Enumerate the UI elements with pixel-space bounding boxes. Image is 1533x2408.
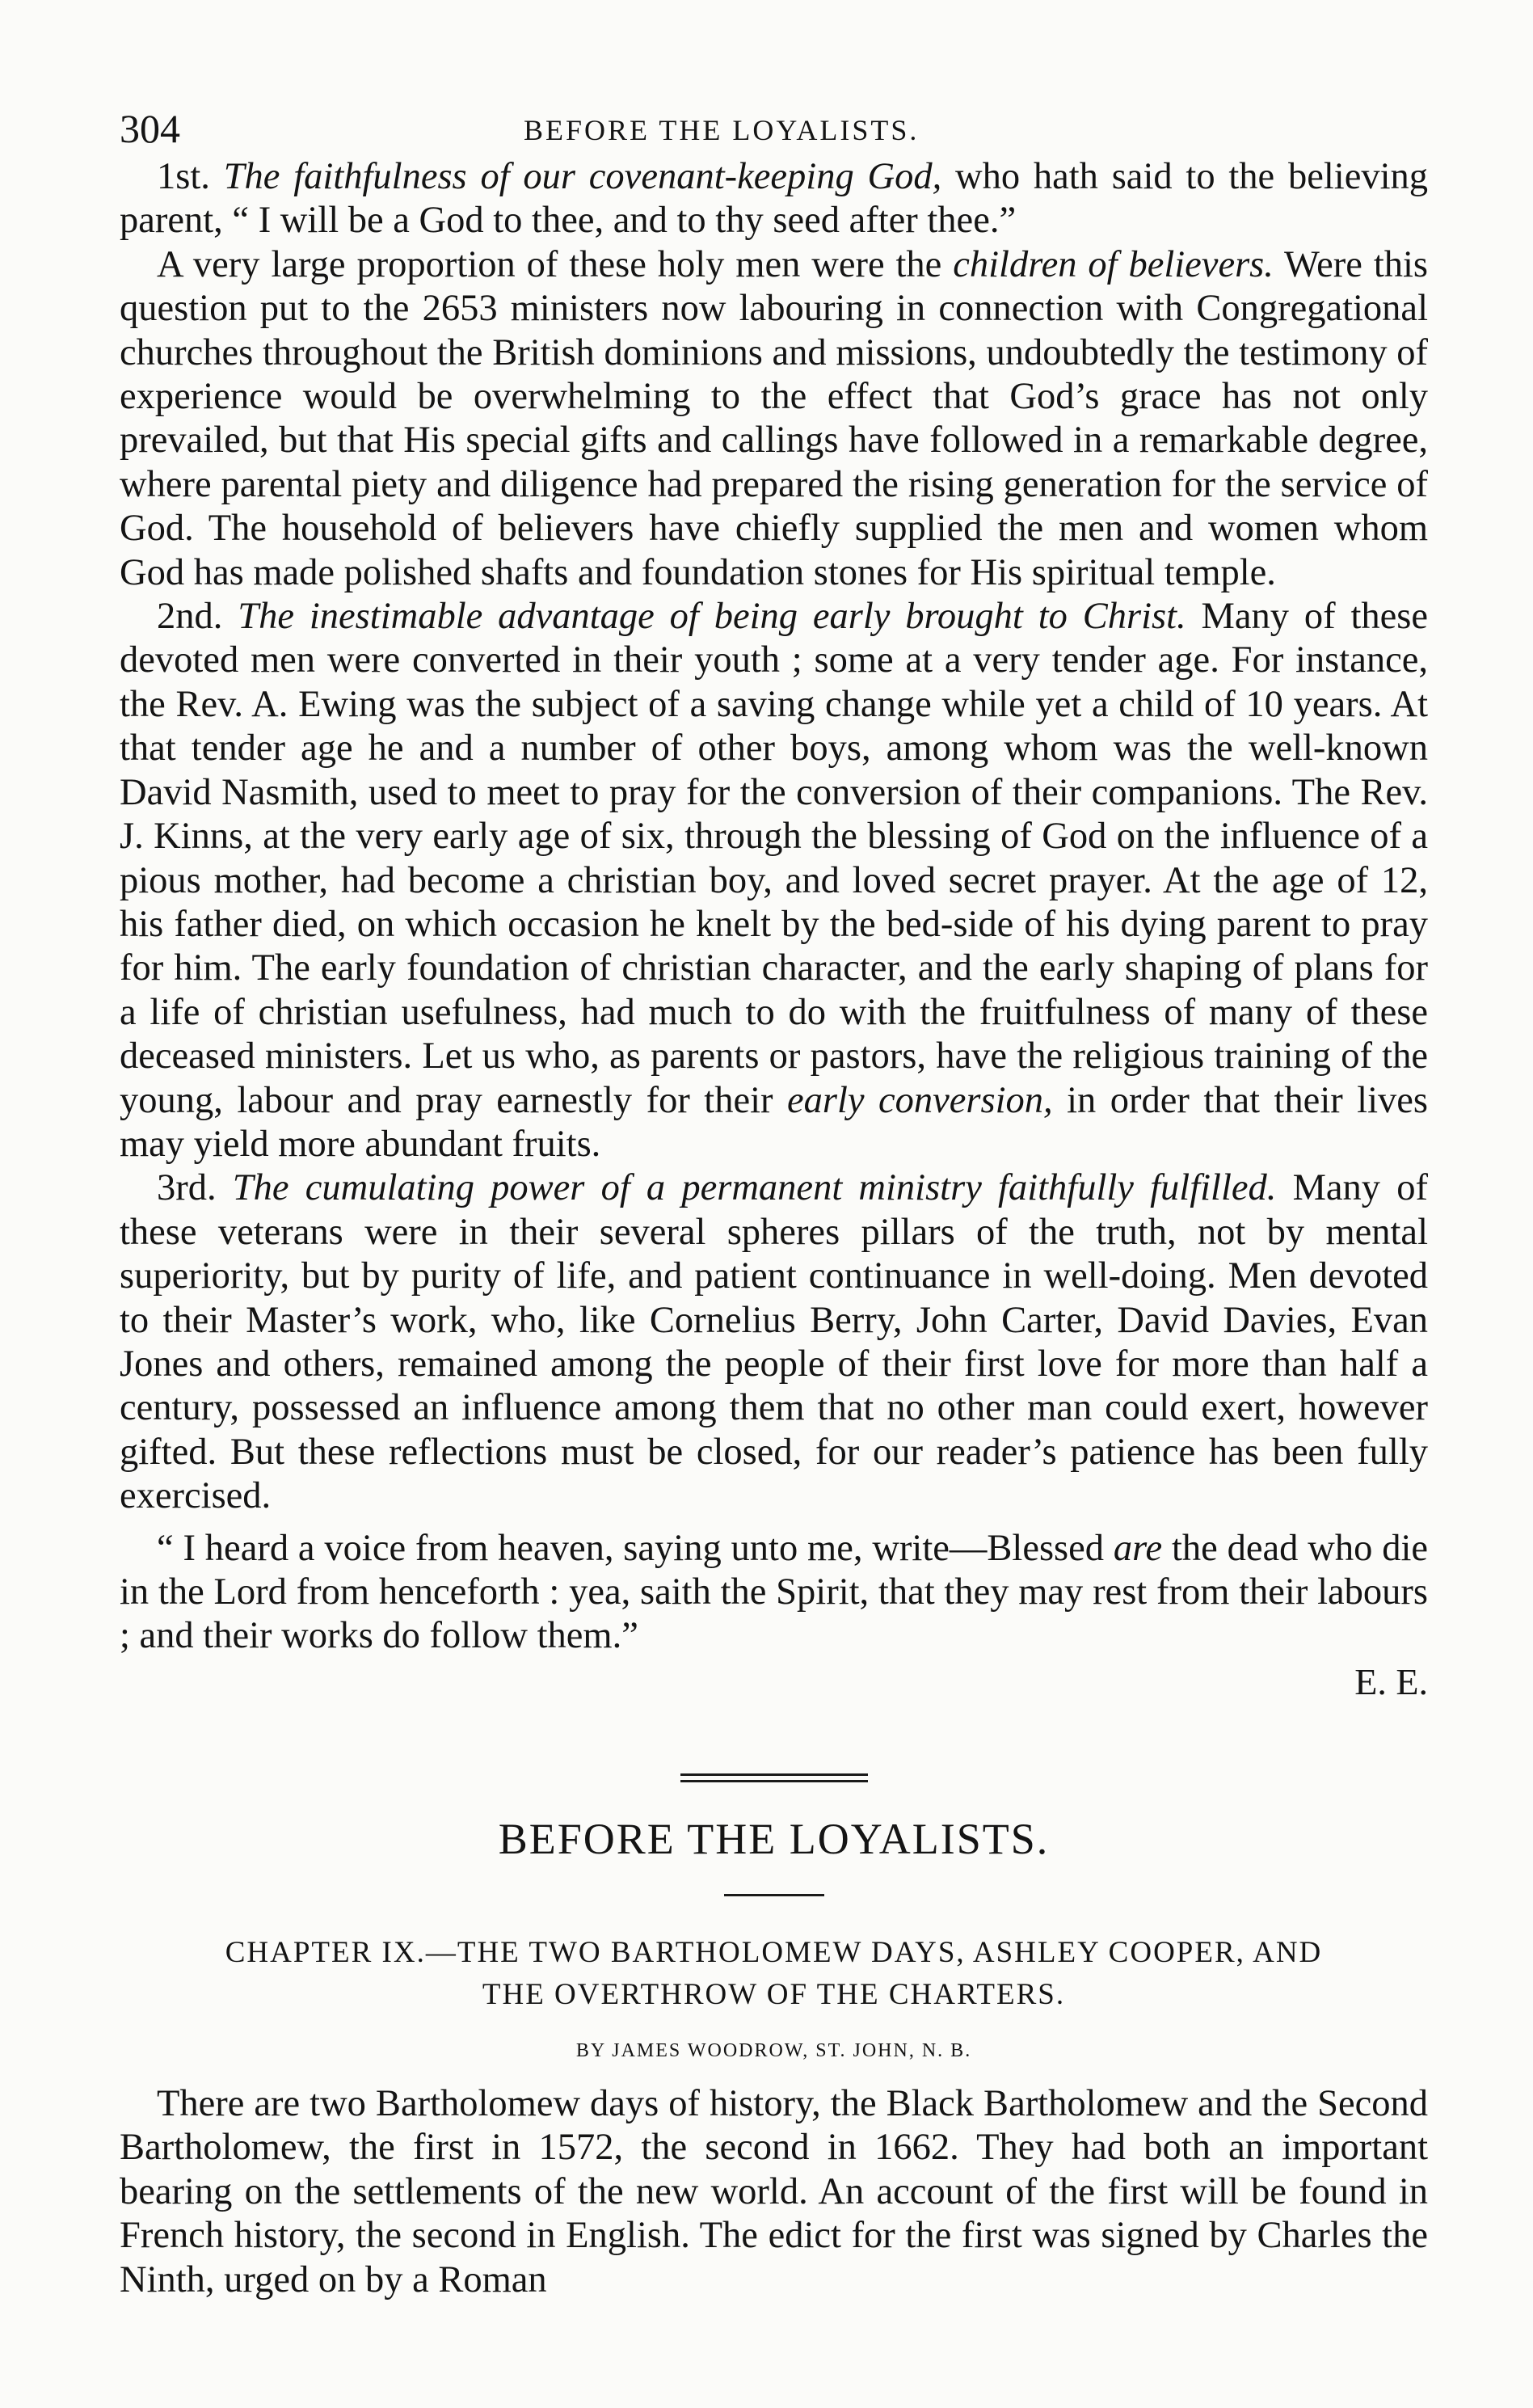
new-article	[120, 1813, 1428, 2302]
point-heading: The faithfulness of our covenant-keeping God,	[223, 156, 942, 197]
paragraph-text: Were this question put to the 2653 ministers now labouring in connection with Congregational churches throughout the British dominions and missions, undoubtedly the testimony of experience would be overwhelming to the effect that God’s grace has not only prevailed, but that His special gifts and callings have followed in a remarkable degree, where parental piety and diligence had prepared the rising generation for the service of God. The household of believers have chiefly supplied the men and women whom God has made polished shafts and foundation stones for His spiritual temple.	[120, 243, 1428, 593]
running-head	[120, 105, 1428, 155]
point-heading: The cumulating power of a permanent ministry faithfully fulfilled.	[232, 1167, 1277, 1209]
previous-article	[120, 155, 1428, 1704]
chapter-heading-line-1: CHAPTER IX.—THE TWO BARTHOLOMEW DAYS, ASHLEY COOPER, AND	[225, 1935, 1323, 1969]
chapter-heading-line-2: THE OVERTHROW OF THE CHARTERS.	[482, 1977, 1066, 2011]
quote-text: “ I heard a voice from heaven, saying unto me, write—Blessed	[157, 1527, 1114, 1569]
emphasis-text: early conversion,	[786, 1079, 1053, 1121]
article-title: BEFORE THE LOYALISTS.	[498, 1814, 1050, 1863]
quote-text: the dead who die in the Lord from henceforth : yea, saith the Spirit, that they may rest from their labours ; and their works do follow them.”	[120, 1527, 1429, 1657]
paragraph-children-of-believers	[120, 243, 1428, 595]
chapter-heading	[120, 1932, 1428, 2016]
point-number: 3rd.	[157, 1167, 233, 1209]
emphasis-text: are	[1113, 1527, 1163, 1569]
title-rule	[724, 1894, 824, 1896]
page-number: 304	[120, 106, 180, 151]
point-number: 2nd.	[157, 596, 238, 638]
running-title: BEFORE THE LOYALISTS.	[524, 114, 920, 146]
paragraph-text: in order that their lives may yield more abundant fruits.	[120, 1079, 1429, 1165]
paragraph-text: who hath said to the believing parent, “ I will be a God to thee, and to thy seed after thee.”	[120, 156, 1429, 242]
paragraph-text: Many of these veterans were in their several spheres pillars of the truth, not by mental superiority, but by purity of life, and patient continuance in well-doing. Men devoted to their Master’s work, who, like Cornelius Berry, John Carter, David Davies, Evan Jones and others, remained among the people of their first love for more than half a century, possessed an influence among them that no other man could exert, however gifted. But these reflections must be closed, for our reader’s patience has been fully exercised.	[120, 1167, 1428, 1517]
point-heading: The inestimable advantage of being early brought to Christ.	[238, 596, 1186, 638]
paragraph-third-point	[120, 1166, 1428, 1518]
paragraph-text: A very large proportion of these holy men were the	[157, 243, 954, 285]
paragraph-text: Many of these devoted men were converted in their youth ; some at a very tender age. For instance, the Rev. A. Ewing was the subject of a saving change while yet a child of 10 years. At that tender age he and a number of other boys, among whom was the well-known David Nasmith, used to meet to pray for the conversion of their companions. The Rev. J. Kinns, at the very early age of six, through the blessing of God on the influence of a pious mother, had become a christian boy, and loved secret prayer. At the age of 12, his father died, on which occasion he knelt by the bed-side of his dying parent to pray for him. The early foundation of christian character, and the early shaping of plans for a life of christian usefulness, had much to do with the fruitfulness of many of these deceased ministers. Let us who, as parents or pastors, have the religious training of the young, labour and pray earnestly for their	[120, 596, 1429, 1121]
paragraph-second-point	[120, 595, 1428, 1166]
section-divider-rule	[680, 1773, 868, 1782]
byline: BY JAMES WOODROW, ST. JOHN, N. B.	[575, 2039, 972, 2061]
article-body-paragraph: There are two Bartholomew days of history, the Black Bartholomew and the Second Bartholomew, the first in 1572, the second in 1662. They had both an important bearing on the settlements of the new world. An account of the first will be found in French history, the second in English. The edict for the first was signed by Charles the Ninth, urged on by a Roman	[120, 2082, 1428, 2300]
paragraph-first-point	[120, 155, 1428, 243]
point-number: 1st.	[157, 156, 210, 197]
emphasis-text: children of believers.	[953, 243, 1274, 285]
closing-quote	[120, 1527, 1428, 1659]
author-initials: E. E.	[1354, 1660, 1428, 1702]
